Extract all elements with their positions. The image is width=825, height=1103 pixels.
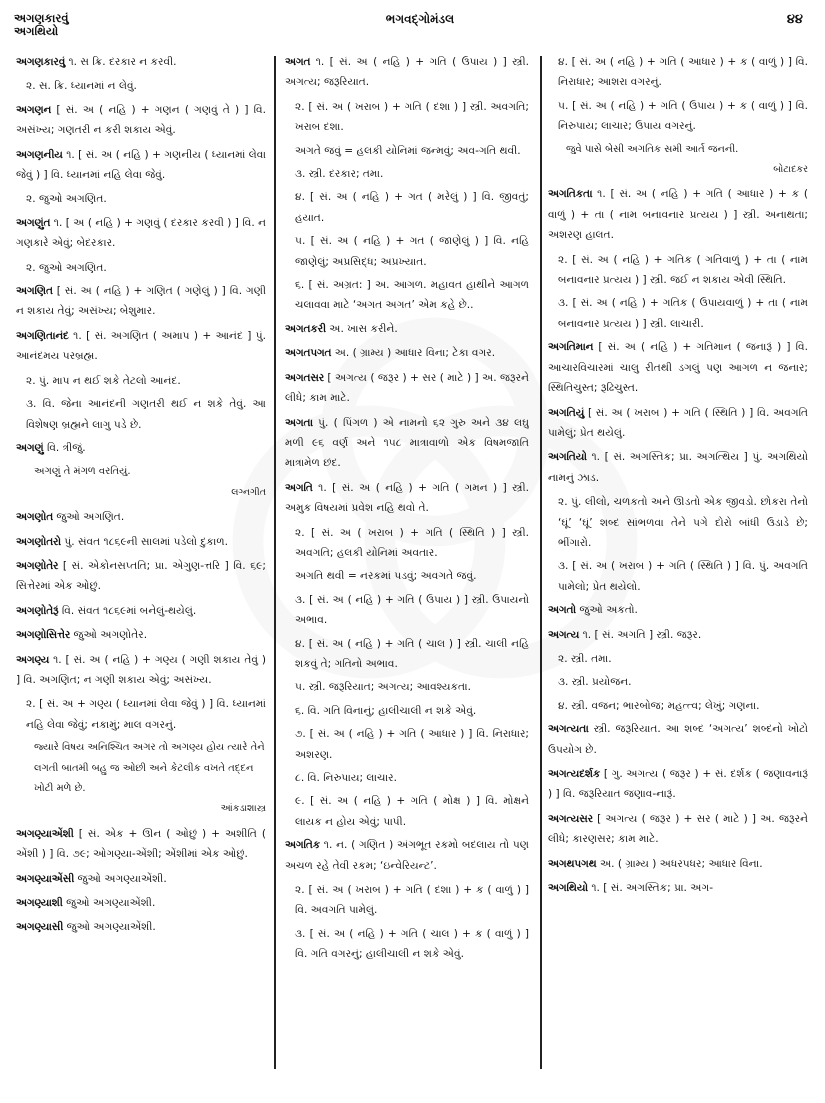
dictionary-entry	[548, 337, 808, 398]
entry-main	[548, 600, 808, 620]
entry-main	[16, 281, 266, 322]
dictionary-entry	[16, 213, 266, 278]
quote-source: લગ્નગીત	[231, 486, 266, 498]
headword: અગણ્યાશી	[16, 897, 63, 910]
entry-main	[16, 532, 266, 552]
entry-main	[16, 824, 266, 865]
headword: અગણકારવું	[16, 56, 66, 68]
headword: અગતિયો	[548, 451, 587, 464]
headword: અગતા	[285, 416, 313, 429]
definition: જુઓ અગણ્યાએંશી.	[66, 921, 156, 934]
dictionary-entry	[285, 478, 529, 833]
sense: ૨. જુઓ અગણિત.	[26, 261, 107, 274]
entry-main	[548, 184, 808, 245]
definition: ૧. [ સં. અ ( નહિ ) + ગતિ ( આધાર ) + ક ( વાળું ) + તા ( નામ બનાવનાર પ્રત્યય ) ] સ્ત્રી. અનાથતા; અશરણ હાલત.	[548, 188, 808, 242]
headword: અગતપગત	[285, 347, 332, 360]
dictionary-entry	[16, 281, 266, 322]
headword: અગતિમાન	[548, 341, 594, 354]
definition: વિ. સંવત ૧૮૬૯માં બનેલું-થયેલું.	[61, 604, 197, 617]
dictionary-entry	[285, 835, 529, 964]
definition: [ સં. એકોનસપ્તતિ; પ્રા. એગુણ-ત્તરિ ] વિ. ૬૯; સિત્તેરમાં એક ઓછું.	[16, 559, 266, 593]
headword: અગણન	[16, 103, 52, 116]
dictionary-entry	[285, 413, 529, 474]
definition: અ. ( ગ્રામ્ય ) આધાર વિના; ટેકા વગર.	[334, 347, 496, 360]
entry-main	[16, 213, 266, 254]
dictionary-entry	[16, 893, 266, 913]
definition: અ. ખાસ કરીને.	[329, 322, 398, 335]
headword: અગણોસિત્તેર	[16, 629, 71, 642]
dictionary-entry	[16, 438, 266, 503]
sense: ૨. [ સં. અ ( ખરાબ ) + ગતિ ( દશા ) ] સ્ત્રી. અવગતિ; ખરાબ દશા.	[295, 100, 529, 134]
sense: ૪. [ સં. અ ( નહિ ) + ગતિ ( આધાર ) + ક ( વાળું ) ] વિ. નિરાધાર; આશરા વગરનું.	[558, 56, 808, 89]
entry-main	[548, 337, 808, 398]
dictionary-entry	[285, 368, 529, 409]
headword: અગણ્યાસી	[16, 921, 64, 934]
definition: જુઓ અગણ્યાએંશી.	[66, 897, 156, 910]
dictionary-entry	[548, 184, 808, 334]
sense: ૩. [ સં. અ ( નહિ ) + ગતિક ( ઉપાયવાળું ) + તા ( નામ બનાવનાર પ્રત્યય ) ] સ્ત્રી. લાચારી.	[558, 297, 808, 330]
headword: અગતિક	[285, 839, 321, 852]
dictionary-entry	[16, 824, 266, 865]
sense: ૭. [ સં. અ ( નહિ ) + ગતિ ( આધાર ) ] વિ. નિરાધાર; અશરણ.	[295, 728, 529, 761]
headword: અગતિકતા	[548, 188, 593, 201]
guide-word-first: અગણકારવું	[14, 11, 69, 25]
sense: ૪. સ્ત્રી. વજન; ભારબોજ; મહત્ત્વ; લેખું; ગણના.	[558, 699, 760, 712]
dictionary-entry	[548, 809, 808, 850]
headword: અગત	[285, 56, 311, 68]
headword: અગત્યતા	[548, 723, 589, 736]
entry-main	[285, 478, 529, 519]
dictionary-entry	[548, 854, 808, 874]
definition: [ સં. અ ( નહિ ) + ગતિમાન ( જનારૂં ) ] વિ. આચારવિચારમાં ચાલુ રીતથી ડગલું પણ આગળ ન જનાર; સ્થિતિચુસ્ત; રૂઢિચુસ્ત.	[548, 341, 808, 395]
dictionary-entry	[16, 532, 266, 552]
definition: ૧. [ સં. અ ( નહિ ) + ગતિ ( ઉપાય ) ] સ્ત્રી. અગત્ય; જરૂરિયાત.	[285, 56, 529, 89]
entry-main	[548, 447, 808, 488]
entry-main	[548, 719, 808, 760]
dictionary-columns	[0, 52, 825, 1097]
dictionary-entry	[16, 869, 266, 889]
dictionary-entry	[548, 600, 808, 620]
definition: [ સં. અ ( નહિ ) + ગણન ( ગણવું તે ) ] વિ. અસંખ્ય; ગણતરી ન કરી શકાય એવું.	[16, 103, 266, 137]
headword: અગણોત	[16, 511, 54, 524]
dictionary-entry	[16, 52, 266, 97]
entry-main	[548, 764, 808, 805]
definition: ૧. [ સં. અગણિત ( અમાપ ) + આનંદ ] પું. આનંદમય પરબ્રહ્મ.	[16, 329, 266, 363]
guide-word-last: અગથિયો	[14, 24, 59, 38]
entry-main	[285, 319, 529, 339]
definition: ૧. [ સં. અગતિ ] સ્ત્રી. જરૂર.	[582, 628, 702, 641]
sense: ૨. પું. લીલો, ચળકતો અને ઊડતો એક જીવડો. છોકરા તેનો ‘ઘૂં’ ‘ઘૂં’ શબ્દ સાંભળવા તેને પગે દોરો બાંધી ઉડાડે છે; ભીંગારો.	[558, 496, 808, 549]
headword: અગણું	[16, 441, 44, 454]
entry-main	[16, 556, 266, 597]
headword: અગથપગથ	[548, 857, 597, 870]
sense: ૩. સ્ત્રી. દરકાર; તમા.	[295, 168, 384, 181]
headword: અગતિયું	[548, 406, 585, 419]
headword: અગણ્યાએંશી	[16, 827, 74, 840]
definition: ૧. સ ક્રિ. દરકાર ન કરવી.	[68, 56, 177, 68]
guide-words	[14, 12, 69, 38]
headword: અગતિ	[285, 481, 313, 494]
definition: જુઓ અગણિત.	[56, 511, 125, 524]
headword: અગણિતાનંદ	[16, 329, 69, 342]
dictionary-entry	[16, 556, 266, 597]
entry-main	[16, 326, 266, 367]
sense: અગતિ થવી = નરકમાં પડવું; અવગતે જવું.	[295, 570, 477, 583]
entry-main	[285, 343, 529, 363]
usage-quote: જ્યારે વિષય અનિશ્ચિત અગર તો અગણ્ય હોય ત્યારે તેને લગતી બાતમી બહુ જ ઓછી અને કેટલીક વખતે તદ્દન ખોટી મળે છે.	[34, 742, 265, 794]
definition: ૧. [ સં. અ ( નહિ ) + ગણ્ય ( ગણી શકાય તેવું ) ] વિ. અગણિત; ન ગણી શકાય એવું; અસંખ્ય.	[16, 653, 266, 686]
usage-quote: અગણું તે મંગળ વરતિયું.	[34, 466, 131, 478]
headword: અગતકરી	[285, 322, 326, 335]
dictionary-entry	[548, 719, 808, 760]
definition: [ સં. અ ( ખરાબ ) + ગતિ ( સ્થિતિ ) ] વિ. અવગતિ પામેલું; પ્રેત થયેલું.	[548, 406, 808, 439]
dictionary-entry	[548, 52, 808, 180]
definition: ૧. [ સં. અગસ્તિક; પ્રા. અગ-	[591, 882, 714, 895]
column-1	[16, 52, 266, 1097]
dictionary-entry	[548, 403, 808, 444]
entry-main	[16, 100, 266, 141]
headword: અગત્યદર્શક	[548, 768, 601, 780]
sense: ૩. સ્ત્રી. પ્રયોજન.	[558, 676, 632, 689]
sense: ૮. વિ. નિરુપાય; લાચાર.	[295, 772, 397, 784]
sense: ૨. [ સં. અ ( ખરાબ ) + ગતિ ( સ્થિતિ ) ] સ્ત્રી. અવગતિ; હલકી યોનિમાં અવતાર.	[295, 526, 529, 559]
sense: ૫. [ સં. અ ( નહિ ) + ગત ( જાણેલું ) ] વિ. નહિ જાણેલું; અપ્રસિદ્ધ; અપ્રખ્યાત.	[295, 235, 529, 268]
sense: ૨. [ સં. અ + ગણ્ય ( ધ્યાનમાં લેવા જેવું ) ] વિ. ધ્યાનમાં નહિ લેવા જેવું; નકામું; માલ વગરનું.	[26, 698, 266, 731]
column-2	[285, 52, 529, 1097]
entry-main	[548, 403, 808, 444]
dictionary-entry	[16, 917, 266, 937]
dictionary-entry	[16, 507, 266, 527]
page-title: ભગવદ્ગોમંડલ	[385, 12, 455, 26]
entry-main	[548, 809, 808, 850]
entry-main	[548, 625, 808, 645]
headword: અગત્ય	[548, 628, 580, 641]
dictionary-entry	[548, 625, 808, 717]
headword: અગણોતેરૂં	[16, 604, 59, 617]
headword: અગતો	[548, 604, 576, 617]
sense: ૩. [ સં. અ ( નહિ ) + ગતિ ( ઉપાય ) ] સ્ત્રી. ઉપાયનો અભાવ.	[295, 593, 529, 627]
headword: અગણોતરો	[16, 535, 61, 548]
page-header	[0, 0, 825, 56]
definition: [ સં. એક + ઊન ( ઓછું ) + અશીતિ ( એંશી ) ] વિ. ૭૯; ઓગણ્યા-એંશી; એંશીમાં એક ઓછું.	[16, 827, 266, 861]
entry-main	[16, 625, 266, 645]
definition: જુઓ અગણોતેર.	[73, 629, 148, 642]
dictionary-entry	[548, 878, 808, 898]
quote-source: આંકડાશાસ્ત્ર	[220, 803, 266, 815]
entry-main	[285, 52, 529, 93]
sense: ૨. પું. માપ ન થઈ શકે તેટલો આનંદ.	[26, 374, 181, 387]
dictionary-entry	[285, 52, 529, 316]
definition: પું. સંવત ૧૮૬૯ની સાલમાં પડેલો દુકાળ.	[64, 535, 228, 548]
entry-main	[16, 869, 266, 889]
definition: વિ. ત્રીજું.	[46, 441, 86, 454]
entry-main	[16, 917, 266, 937]
sense: ૨. સ્ત્રી. તમા.	[558, 652, 612, 665]
dictionary-entry	[285, 343, 529, 363]
dictionary-entry	[16, 601, 266, 621]
entry-main	[285, 368, 529, 409]
sense: ૬. [ સં. અગ્રત: ] અ. આગળ. મહાવત હાથીને આગળ ચલાવવા માટે ‘અગત અગત’ એમ કહે છે..	[295, 279, 529, 312]
sense: ૯. [ સં. અ ( નહિ ) + ગતિ ( મોક્ષ ) ] વિ. મોક્ષને લાયક ન હોય એવું; પાપી.	[295, 795, 529, 828]
headword: અગથિયો	[548, 882, 588, 895]
definition: [ અગત્ય ( જરૂર ) + સર ( માટે ) ] અ. જરૂરને લીધે; કામ માટે.	[285, 371, 529, 405]
entry-main	[285, 413, 529, 474]
sense: ૩. વિ. જેના આનંદની ગણતરી થઈ ન શકે તેવું. આ વિશેષણ બ્રહ્મને લાગુ પડે છે.	[26, 398, 266, 431]
dictionary-entry	[16, 145, 266, 210]
definition: ૧. [ સં. અગસ્તિક; પ્રા. અગત્થિય ] પું. અગથિયો નામનું ઝાડ.	[548, 451, 808, 484]
entry-main	[548, 878, 808, 898]
sense: અગતે જવું = હલકી યોનિમાં જન્મવું; અવ-ગતિ થવી.	[295, 144, 521, 157]
definition: ૧. [ અ ( નહિ ) + ગણવું ( દરકાર કરવી ) ] વિ. ન ગણકારે એવું; બેદરકાર.	[16, 216, 266, 250]
sense: ૨. સ. ક્રિ. ધ્યાનમાં ન લેવું.	[26, 80, 137, 93]
headword: અગણિત	[16, 285, 53, 298]
definition: [ ગુ. અગત્ય ( જરૂર ) + સં. દર્શક ( જણાવનારૂં ) ] વિ. જરૂરિયાત જણાવ-નારૂં.	[548, 768, 808, 801]
definition: જુઓ અગણ્યાએંશી.	[77, 872, 167, 885]
usage-quote: જુવે પાસે બેસી અગતિક સમી આર્ત જનની.	[566, 143, 739, 155]
sense: ૨. જુઓ અગણિત.	[26, 193, 107, 206]
entry-main	[548, 854, 808, 874]
definition: સ્ત્રી. જરૂરિયાત. આ શબ્દ ‘અગત્ય’ શબ્દનો ખોટો ઉપયોગ છે.	[548, 723, 808, 756]
dictionary-entry	[16, 625, 266, 645]
sense: ૨. [ સં. અ ( નહિ ) + ગતિક ( ગતિવાળું ) + તા ( નામ બનાવનાર પ્રત્યય ) ] સ્ત્રી. જઈ ન શકાય એવી સ્થિતિ.	[558, 253, 808, 287]
definition: ૧. [ સં. અ ( નહિ ) + ગણનીય ( ધ્યાનમાં લેવા જેવું ) ] વિ. ધ્યાનમાં નહિ લેવા જેવું.	[16, 148, 266, 182]
sense: ૫. [ સં. અ ( નહિ ) + ગતિ ( ઉપાય ) + ક ( વાળું ) ] વિ. નિરુપાય; લાચાર; ઉપાય વગરનું.	[558, 99, 808, 133]
entry-main	[16, 893, 266, 913]
definition: [ સં. અ ( નહિ ) + ગણિત ( ગણેલું ) ] વિ. ગણી ન શકાય તેવું; અસંખ્ય; બેશુમાર.	[16, 285, 266, 318]
headword: અગણોતેર	[16, 559, 59, 572]
headword: અગણ્ય	[16, 653, 50, 666]
entry-main	[16, 52, 266, 72]
dictionary-entry	[16, 100, 266, 141]
entry-main	[16, 145, 266, 186]
entry-main	[16, 601, 266, 621]
headword: અગણ્યાએંસી	[16, 872, 75, 885]
dictionary-entry	[16, 326, 266, 435]
quote-source: બોટાદકર	[773, 164, 808, 176]
definition: ૧. ન. ( ગણિત ) અંગભૂત રકમો બદલાય તો પણ અચળ રહે તેવી રકમ; ‘ઇન્વેરિયન્ટ’.	[285, 839, 529, 872]
dictionary-entry	[548, 764, 808, 805]
headword: અગતસર	[285, 371, 324, 384]
sense: ૩. [ સં. અ ( ખરાબ ) + ગતિ ( સ્થિતિ ) ] વિ. પું. અવગતિ પામેલો; પ્રેત થયેલો.	[558, 560, 808, 593]
dictionary-entry	[16, 650, 266, 820]
sense: ૬. વિ. ગતિ વિનાનું; હાલીચાલી ન શકે એવું.	[295, 704, 477, 717]
sense: ૪. [ સં. અ ( નહિ ) + ગતિ ( ચાલ ) ] સ્ત્રી. ચાલી નહિ શકવું તે; ગતિનો અભાવ.	[295, 637, 529, 670]
entry-main	[285, 835, 529, 876]
entry-main	[16, 438, 266, 458]
entry-main	[16, 507, 266, 527]
sense: ૫. સ્ત્રી. જરૂરિયાત; અગત્ય; આવશ્યકતા.	[295, 681, 471, 694]
sense: ૪. [ સં. અ ( નહિ ) + ગત ( મરેલું ) ] વિ. જીવતું; હયાત.	[295, 191, 529, 224]
entry-main	[16, 650, 266, 691]
sense: ૨. [ સં. અ ( ખરાબ ) + ગતિ ( દશા ) + ક ( વાળું ) ] વિ. અવગતિ પામેલું.	[295, 884, 529, 917]
definition: ૧. [ સં. અ ( નહિ ) + ગતિ ( ગમન ) ] સ્ત્રી. અમુક વિષયમાં પ્રવેશ નહિ થવો તે.	[285, 481, 529, 515]
page-number: ૪૪	[786, 12, 803, 27]
definition: અ. ( ગ્રામ્ય ) અધરપધર; આધાર વિના.	[599, 857, 763, 870]
dictionary-entry	[285, 319, 529, 339]
headword: અગણુંત	[16, 216, 51, 229]
definition: પું. ( પિંગળ ) એ નામનો ૬૨ ગુરુ અને ૩૪ લઘુ મળી ૯૬ વર્ણ અને ૧૫૮ માત્રાવાળો એક વિષમજાતિ માત્રામેળ છંદ.	[285, 416, 529, 470]
definition: [ અગત્ય ( જરૂર ) + સર ( માટે ) ] અ. જરૂરને લીધે; કારણસર; કામ માટે.	[548, 812, 808, 846]
headword: અગત્યસર	[548, 812, 593, 825]
sense: ૩. [ સં. અ ( નહિ ) + ગતિ ( ચાલ ) + ક ( વાળું ) ] વિ. ગતિ વગરનું; હાલીચાલી ન શકે એવું.	[295, 927, 529, 961]
dictionary-entry	[548, 447, 808, 597]
definition: જુઓ અકતો.	[579, 604, 638, 617]
headword: અગણનીય	[16, 148, 63, 161]
column-3	[548, 52, 808, 1097]
